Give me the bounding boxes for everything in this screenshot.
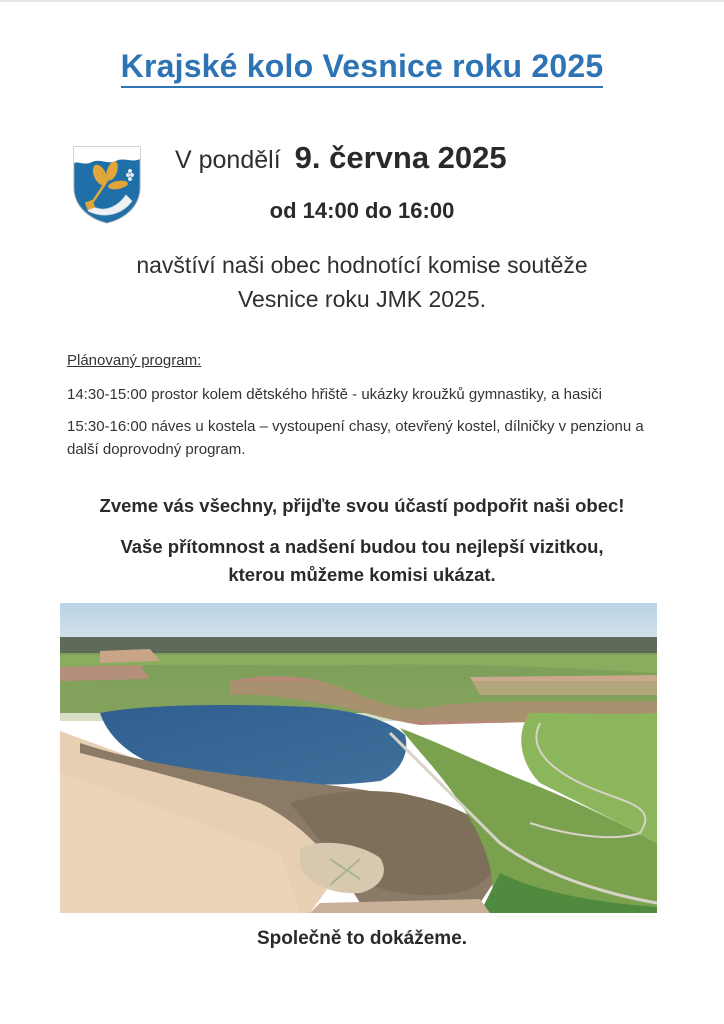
- poster-title: [0, 48, 724, 85]
- visit-announcement: [0, 248, 724, 316]
- program-item: 15:30-16:00 náves u kostela – vystoupení chasy, otevřený kostel, dílničky v penzionu a další doprovodný program.: [67, 418, 644, 458]
- event-date: [175, 140, 507, 176]
- invitation-line-1: Zveme vás všechny, přijďte svou účastí podpořit naši obec!: [99, 495, 625, 516]
- top-edge-rule: [0, 0, 724, 2]
- event-time: od 14:00 do 16:00: [269, 198, 455, 223]
- invitation-line-3: kterou můžeme komisi ukázat.: [228, 564, 496, 585]
- program-heading: Plánovaný program:: [67, 352, 202, 369]
- date-main: 9. června 2025: [294, 140, 507, 175]
- date-prefix: V pondělí: [175, 146, 281, 174]
- visit-line-1: navštíví naši obec hodnotící komise soutěže: [136, 252, 588, 278]
- program-item: 14:30-15:00 prostor kolem dětského hřiště - ukázky kroužků gymnastiky, a hasiči: [67, 386, 602, 403]
- invitation-line-2: Vaše přítomnost a nadšení budou tou nejlepší vizitkou,: [120, 536, 604, 557]
- visit-line-2: Vesnice roku JMK 2025.: [237, 286, 487, 312]
- poster-title-text: Krajské kolo Vesnice roku 2025: [121, 48, 604, 88]
- closing-slogan: Společně to dokážeme.: [256, 928, 468, 949]
- aerial-village-pond-photo: [60, 603, 657, 913]
